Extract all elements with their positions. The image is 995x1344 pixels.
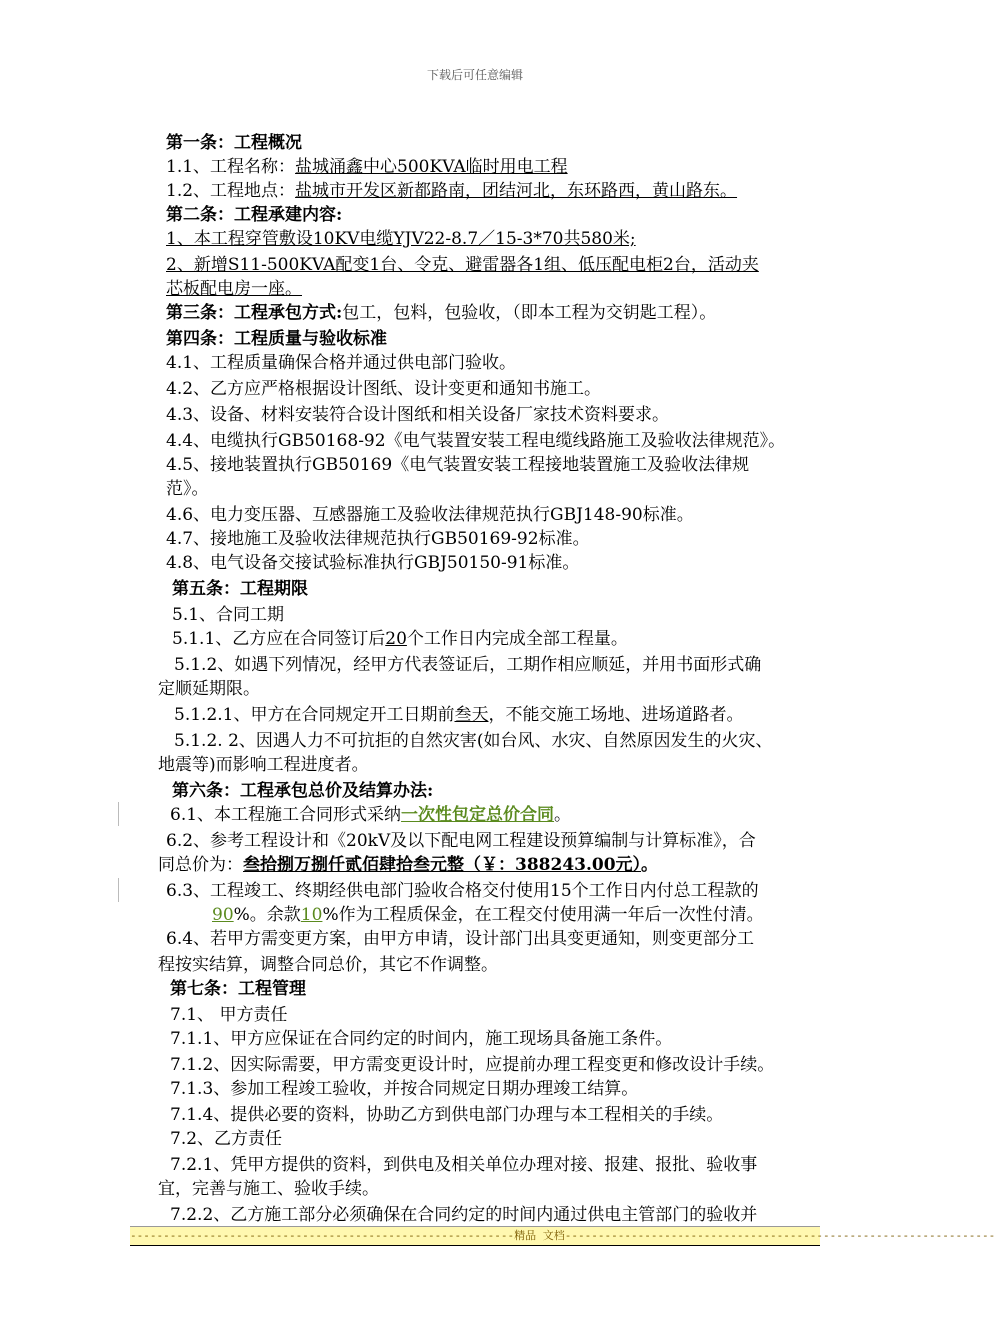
- scope-item-2-line-2: 芯板配电房一座。: [166, 279, 302, 299]
- clause-6-4-line-2: 程按实结算，调整合同总价，其它不作调整。: [158, 955, 498, 975]
- clause-7-2-2: 7.2.2、乙方施工部分必须确保在合同约定的时间内通过供电主管部门的验收并: [170, 1205, 758, 1225]
- revision-bar: [118, 802, 119, 826]
- clause-7-2: 7.2、乙方责任: [170, 1129, 283, 1149]
- clause-5-1-1-text-end: 个工作日内完成全部工程量。: [406, 629, 628, 649]
- page-header: 下载后可任意编辑: [426, 68, 523, 82]
- section-2-title: 第二条：工程承建内容:: [166, 205, 343, 225]
- project-location-value: 盐城市开发区新都路南，团结河北，东环路西，黄山路东。: [295, 181, 738, 201]
- clause-4-4: 4.4、电缆执行GB50168-92《电气装置安装工程电缆线路施工及验收法律规范》。: [166, 431, 786, 451]
- project-location-line: [166, 180, 737, 202]
- clause-4-3: 4.3、设备、材料安装符合设计图纸和相关设备厂家技术资料要求。: [166, 405, 670, 425]
- clause-7-1: 7.1、 甲方责任: [170, 1005, 288, 1025]
- clause-7-2-1-line-2: 宜，完善与施工、验收手续。: [158, 1179, 379, 1199]
- project-name-label: 1.1、工程名称：: [166, 157, 296, 177]
- section-1-title: 第一条：工程概况: [166, 133, 302, 153]
- section-7-title: 第七条：工程管理: [170, 979, 306, 999]
- scope-item-1: 1、本工程穿管敷设10KV电缆YJV22-8.7／15-3*70共580米;: [166, 229, 636, 249]
- duration-days: 20: [385, 629, 407, 649]
- clause-6-2-line-2: [158, 854, 658, 876]
- clause-6-4-line-1: 6.4、若甲方需变更方案，由甲方申请，设计部门出具变更通知，则变更部分工: [166, 929, 755, 949]
- project-name-line: [166, 156, 568, 178]
- retention-percent: 10: [300, 905, 323, 925]
- contract-total-label: 同总价为：: [158, 855, 243, 875]
- clause-5-1-2-2-line-2: 地震等)而影响工程进度者。: [158, 755, 369, 775]
- clause-4-6: 4.6、电力变压器、互感器施工及验收法律规范执行GBJ148-90标准。: [166, 505, 694, 525]
- clause-5-1-2-1: [174, 704, 743, 726]
- clause-4-5-line-2: 范》。: [166, 479, 209, 499]
- clause-4-8: 4.8、电气设备交接试验标准执行GBJ50150-91标准。: [166, 553, 580, 573]
- contract-form-value: 一次性包定总价合同: [401, 805, 555, 825]
- clause-6-2-line-1: 6.2、参考工程设计和《20kV及以下配电网工程建设预算编制与计算标准》，合: [166, 831, 756, 851]
- clause-5-1-2-line-2: 定顺延期限。: [158, 679, 260, 699]
- section-5-title: 第五条：工程期限: [172, 579, 308, 599]
- clause-5-1: 5.1、合同工期: [172, 605, 285, 625]
- clause-6-1-end: 。: [554, 805, 572, 825]
- clause-7-1-3: 7.1.3、参加工程竣工验收，并按合同规定日期办理竣工结算。: [170, 1079, 639, 1099]
- clause-5-1-2-line-1: 5.1.2、如遇下列情况，经甲方代表签证后，工期作相应顺延，并用书面形式确: [174, 655, 762, 675]
- clause-4-5-line-1: 4.5、接地装置执行GB50169《电气装置安装工程接地装置施工及验收法律规: [166, 455, 750, 475]
- section-3-title: 第三条：工程承包方式:: [166, 303, 343, 323]
- clause-5-1-2-1-text-end: ，不能交施工场地、进场道路者。: [488, 705, 744, 725]
- clause-5-1-1: [172, 628, 628, 650]
- clause-4-7: 4.7、接地施工及验收法律规范执行GB50169-92标准。: [166, 529, 590, 549]
- clause-6-3-text: %。余款: [233, 905, 301, 925]
- section-4-title: 第四条：工程质量与验收标准: [166, 329, 387, 349]
- page-footer: ----------------------------------------------------------精品 文档-----------------------------------------------------------------: [130, 1226, 820, 1246]
- first-payment-percent: 90: [212, 905, 234, 925]
- clause-7-1-1: 7.1.1、甲方应保证在合同约定的时间内，施工现场具备施工条件。: [170, 1029, 673, 1049]
- section-3-line: [166, 302, 716, 324]
- revision-bar: [118, 878, 119, 902]
- section-3-text: 包工，包料，包验收，（即本工程为交钥匙工程）。: [342, 303, 717, 323]
- section-6-title: 第六条：工程承包总价及结算办法:: [172, 781, 434, 801]
- clause-4-2: 4.2、乙方应严格根据设计图纸、设计变更和通知书施工。: [166, 379, 602, 399]
- clause-5-1-2-1-text: 5.1.2.1、甲方在合同规定开工日期前: [174, 705, 455, 725]
- notice-days: 叁天: [454, 705, 489, 725]
- clause-6-1: [170, 804, 571, 826]
- clause-4-1: 4.1、工程质量确保合格并通过供电部门验收。: [166, 353, 517, 373]
- project-location-label: 1.2、工程地点：: [166, 181, 296, 201]
- project-name-value: 盐城涌鑫中心500KVA临时用电工程: [295, 157, 568, 177]
- clause-6-3-line-1: 6.3、工程竣工、终期经供电部门验收合格交付使用15个工作日内付总工程款的: [166, 881, 759, 901]
- scope-item-2-line-1: 2、新增S11-500KVA配变1台、令克、避雷器各1组、低压配电柜2台，活动夹: [166, 255, 759, 275]
- clause-7-2-1-line-1: 7.2.1、凭甲方提供的资料，到供电及相关单位办理对接、报建、报批、验收事: [170, 1155, 758, 1175]
- contract-total-value: 叁拾捌万捌仟贰佰肆拾叁元整（￥：388243.00元）: [243, 855, 642, 875]
- clause-5-1-2-2-line-1: 5.1.2. 2、因遇人力不可抗拒的自然灾害(如台风、水灾、自然原因发生的火灾、: [174, 731, 773, 751]
- clause-7-1-2: 7.1.2、因实际需要，甲方需变更设计时，应提前办理工程变更和修改设计手续。: [170, 1055, 775, 1075]
- clause-6-3-text-end: %作为工程质保金，在工程交付使用满一年后一次性付清。: [322, 905, 764, 925]
- contract-total-end: 。: [641, 855, 659, 875]
- clause-5-1-1-text: 5.1.1、乙方应在合同签订后: [172, 629, 386, 649]
- clause-6-3-line-2: [212, 904, 764, 926]
- clause-6-1-text: 6.1、本工程施工合同形式采纳: [170, 805, 402, 825]
- clause-7-1-4: 7.1.4、提供必要的资料，协助乙方到供电部门办理与本工程相关的手续。: [170, 1105, 724, 1125]
